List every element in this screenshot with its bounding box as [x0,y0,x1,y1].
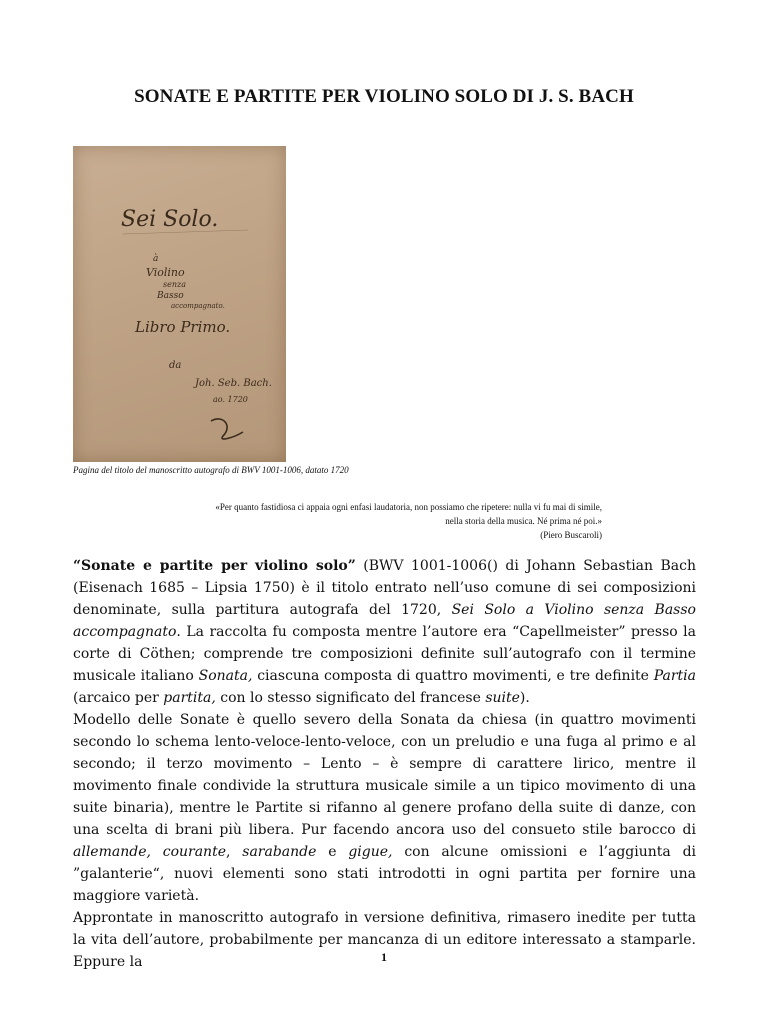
quote-line: nella storia della musica. Né prima né poi.» [445,516,602,526]
quote-line: «Per quanto fastidiosa ci appaia ogni enfasi laudatoria, non possiamo che ripetere: nulla vi fu mai di simile, [215,502,602,512]
manuscript-line: senza [163,280,186,289]
quote-author: (Piero Buscaroli) [540,530,602,540]
image-caption: Pagina del titolo del manoscritto autografo di BWV 1001-1006, datato 1720 [73,465,349,475]
italic-run: allemande, courante [73,844,226,860]
manuscript-handwriting [73,146,286,462]
text-run: (arcaico per [73,690,164,706]
manuscript-line: ao. 1720 [213,395,248,404]
text-run: . La raccolta fu composta mentre l’autore era “Capellmeister” presso la corte di Cöthen; comprende tre composizioni definite sull’autografo con il termine musicale italiano [73,624,696,684]
italic-run: gigue, [348,844,393,860]
epigraph-quote [215,500,602,542]
manuscript-line: à [153,254,159,264]
italic-run: sarabande [242,844,317,860]
body-text [73,555,696,973]
manuscript-line: Violino [146,266,185,279]
manuscript-line: accompagnato. [171,302,225,310]
text-run: con lo stesso significato del francese [215,690,486,706]
manuscript-line: Libro Primo. [135,318,231,336]
italic-run: Sei Solo a Violino senza Basso accompagnato [73,602,696,640]
text-run: ciascuna composta di quattro movimenti, e tre definite [252,668,654,684]
paragraph [73,555,696,709]
document-title: SONATE E PARTITE PER VIOLINO SOLO DI J. S. BACH [134,86,634,107]
paragraph [73,709,696,907]
italic-run: Sonata, [198,668,253,684]
manuscript-line: Sei Solo. [121,207,219,232]
work-title: “Sonate e partite per violino solo” [73,558,356,574]
text-run: Modello delle Sonate è quello severo della Sonata da chiesa (in quattro movimenti secondo lo schema lento-veloce-lento-veloce, con un preludio e una fuga al primo e al secondo; il terzo movimento – Lento – è sempre di carattere lirico, mentre il movimento finale condivide la struttura musicale simile a un tipico movimento di una suite binaria), mentre le Partite si rifanno al genere profano della suite di danze, con una scelta di brani più libera. Pur facendo ancora uso del consueto stile barocco di [73,712,696,838]
manuscript-line: Basso [157,291,184,301]
text-run: , [226,844,243,860]
text-run: e [316,844,349,860]
italic-run: partita, [163,690,216,706]
italic-run: suite [485,690,520,706]
manuscript-title-page-image [73,146,286,462]
text-run: ). [519,690,530,706]
italic-run: Partia [653,668,696,684]
page-number: 1 [381,950,387,964]
text-run: Approntate in manoscritto autografo in versione definitiva, rimasero inedite per tutta la vita dell’autore, probabilmente per mancanza di un editore interessato a stamparle. Eppure la [73,910,696,970]
manuscript-line: da [169,360,182,371]
text-run: (BWV 1001-1006() di Johann Sebastian Bach (Eisenach 1685 – Lipsia 1750) è il titolo entrato nell’uso comune di sei composizioni denominate, sulla partitura autografa del 1720, [73,558,696,618]
text-run: con alcune omissioni e l’aggiunta di ”galanterie“, nuovi elementi sono stati introdotti in ogni partita per fornire una maggiore varietà. [73,844,697,904]
manuscript-line: Joh. Seb. Bach. [195,378,272,389]
